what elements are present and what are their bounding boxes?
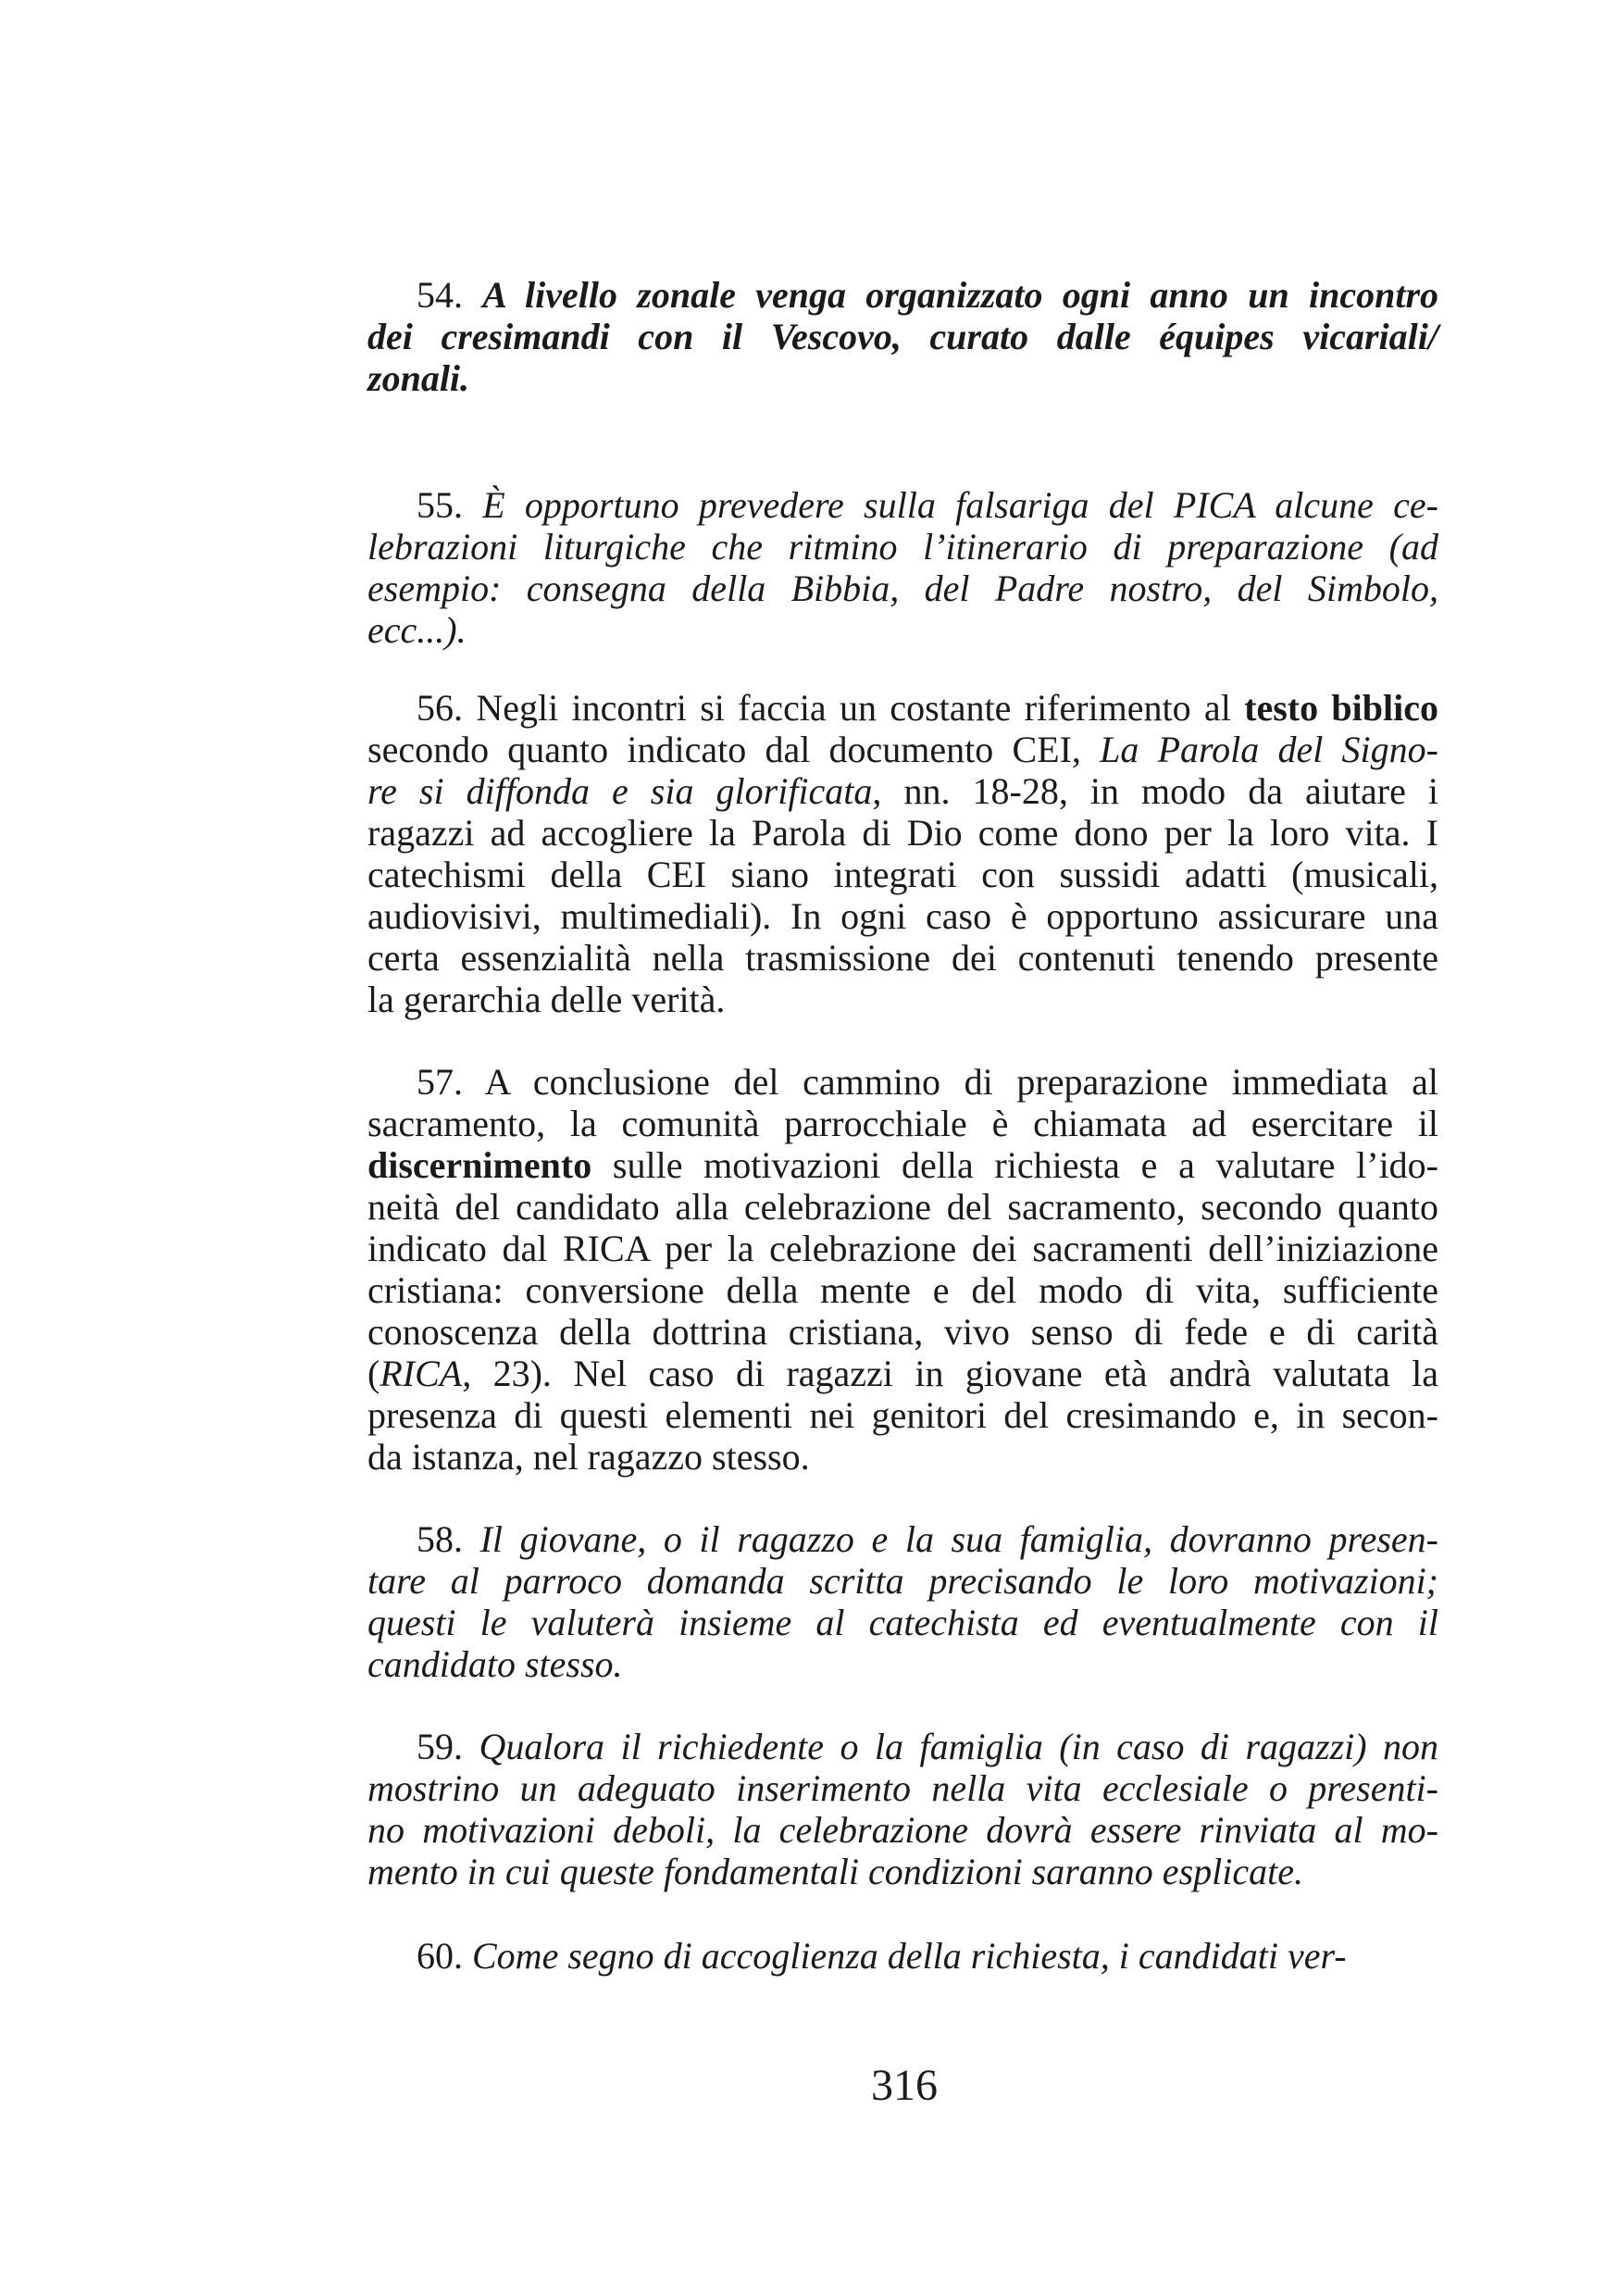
text-line (367, 687, 1438, 729)
text-segment: cristiana: conversione della mente e del modo di vita, sufficiente (367, 1269, 1438, 1311)
paragraph-59 (367, 1726, 1438, 1892)
text-segment: mostrino un adeguato inserimento nella vita ecclesiale o presenti- (367, 1767, 1438, 1809)
text-segment: audiovisivi, multimediali). In ogni caso è opportuno assicurare una (367, 895, 1438, 937)
paragraph-58 (367, 1518, 1438, 1685)
text-segment: zonali. (367, 357, 470, 399)
text-segment: presenza di questi elementi nei genitori del cresimando e, in secon- (367, 1394, 1438, 1436)
text-line (367, 274, 1438, 316)
text-line (367, 526, 1438, 568)
paragraph-55 (367, 484, 1438, 651)
text-segment: indicato dal RICA per la celebrazione dei sacramenti dell’iniziazione (367, 1228, 1438, 1269)
page-number: 316 (871, 2061, 938, 2110)
text-segment: conoscenza della dottrina cristiana, vivo senso di fede e di carità (367, 1311, 1438, 1353)
text-segment: 58. (417, 1518, 480, 1560)
text-line (367, 1518, 1438, 1560)
text-line (367, 1103, 1438, 1144)
text-line (367, 854, 1438, 895)
text-segment: lebrazioni liturgiche che ritmino l’itinerario di preparazione (ad (367, 526, 1438, 568)
text-segment: 54. (417, 274, 483, 316)
text-segment: Come segno di accoglienza della richiesta, i candidati ver- (472, 1935, 1347, 1977)
text-segment: sulle motivazioni della richiesta e a valutare l’ido- (591, 1144, 1438, 1186)
text-line (367, 729, 1438, 770)
text-segment: certa essenzialità nella trasmissione dei contenuti tenendo presente (367, 937, 1438, 979)
paragraph-56 (367, 687, 1438, 1020)
text-segment: Qualora il richiedente o la famiglia (in caso di ragazzi) non (479, 1726, 1439, 1767)
text-segment: catechismi della CEI siano integrati con sussidi adatti (musicali, (367, 854, 1438, 895)
text-segment: ragazzi ad accogliere la Parola di Dio come dono per la loro vita. I (367, 812, 1438, 854)
text-segment: È opportuno prevedere sulla falsariga del PICA alcune ce- (482, 484, 1438, 526)
text-segment: 55. (417, 484, 483, 526)
text-segment: mento in cui queste fondamentali condizioni saranno esplicate. (367, 1851, 1303, 1892)
text-segment: esempio: consegna della Bibbia, del Padre nostro, del Simbolo, (367, 568, 1438, 609)
text-line (367, 1436, 1438, 1478)
text-line (367, 937, 1438, 979)
text-line (367, 1269, 1438, 1311)
text-segment: Il giovane, o il ragazzo e la sua famiglia, dovranno presen- (479, 1518, 1438, 1560)
text-segment: ( (367, 1353, 380, 1394)
text-line (367, 357, 1438, 399)
text-segment: candidato stesso. (367, 1643, 623, 1685)
text-line (367, 1061, 1438, 1103)
text-line (367, 1394, 1438, 1436)
text-line (367, 1560, 1438, 1602)
text-segment: secondo quanto indicato dal documento CEI, (367, 729, 1101, 770)
text-segment: sacramento, la comunità parrocchiale è chiamata ad esercitare il (367, 1103, 1438, 1144)
text-line (367, 484, 1438, 526)
text-line (367, 1726, 1438, 1767)
text-line (367, 979, 1438, 1020)
text-segment: 56. Negli incontri si faccia un costante riferimento al (417, 687, 1245, 729)
text-line (367, 1311, 1438, 1353)
text-segment: tare al parroco domanda scritta precisando le loro motivazioni; (367, 1560, 1438, 1602)
text-line (367, 1228, 1438, 1269)
text-segment: 57. A conclusione del cammino di preparazione immediata al (417, 1061, 1438, 1103)
text-segment: ecc...). (367, 609, 467, 651)
text-segment: La Parola del Signo- (1100, 729, 1438, 770)
text-line (367, 1809, 1438, 1851)
text-line (367, 770, 1438, 812)
text-line (367, 1851, 1438, 1892)
text-line (367, 1353, 1438, 1394)
text-segment: , nn. 18-28, in modo da aiutare i (872, 770, 1438, 812)
text-line (367, 1643, 1438, 1685)
paragraph-60 (367, 1935, 1438, 1977)
paragraph-57 (367, 1061, 1438, 1478)
text-segment: A livello zonale venga organizzato ogni anno un incontro (482, 274, 1439, 316)
text-line (367, 895, 1438, 937)
text-segment: neità del candidato alla celebrazione del sacramento, secondo quanto (367, 1186, 1438, 1228)
text-line (367, 316, 1438, 357)
text-segment: questi le valuterà insieme al catechista ed eventualmente con il (367, 1602, 1438, 1643)
text-segment: discernimento (367, 1144, 592, 1186)
text-segment: 60. (417, 1935, 472, 1977)
text-line (367, 1935, 1438, 1977)
text-line (367, 568, 1438, 609)
text-line (367, 812, 1438, 854)
text-segment: la gerarchia delle verità. (367, 979, 726, 1020)
text-segment: testo biblico (1244, 687, 1438, 729)
text-line (367, 1144, 1438, 1186)
text-segment: , 23). Nel caso di ragazzi in giovane età andrà valutata la (462, 1353, 1438, 1394)
paragraph-54 (367, 274, 1438, 399)
text-line (367, 1767, 1438, 1809)
text-segment: da istanza, nel ragazzo stesso. (367, 1436, 810, 1478)
text-line (367, 609, 1438, 651)
text-segment: RICA (380, 1353, 463, 1394)
text-segment: no motivazioni deboli, la celebrazione dovrà essere rinviata al mo- (367, 1809, 1438, 1851)
text-segment: re si diffonda e sia glorificata (367, 770, 873, 812)
text-segment: dei cresimandi con il Vescovo, curato dalle équipes vicariali/ (367, 316, 1438, 357)
text-line (367, 1186, 1438, 1228)
text-line (367, 1602, 1438, 1643)
text-segment: 59. (417, 1726, 479, 1767)
